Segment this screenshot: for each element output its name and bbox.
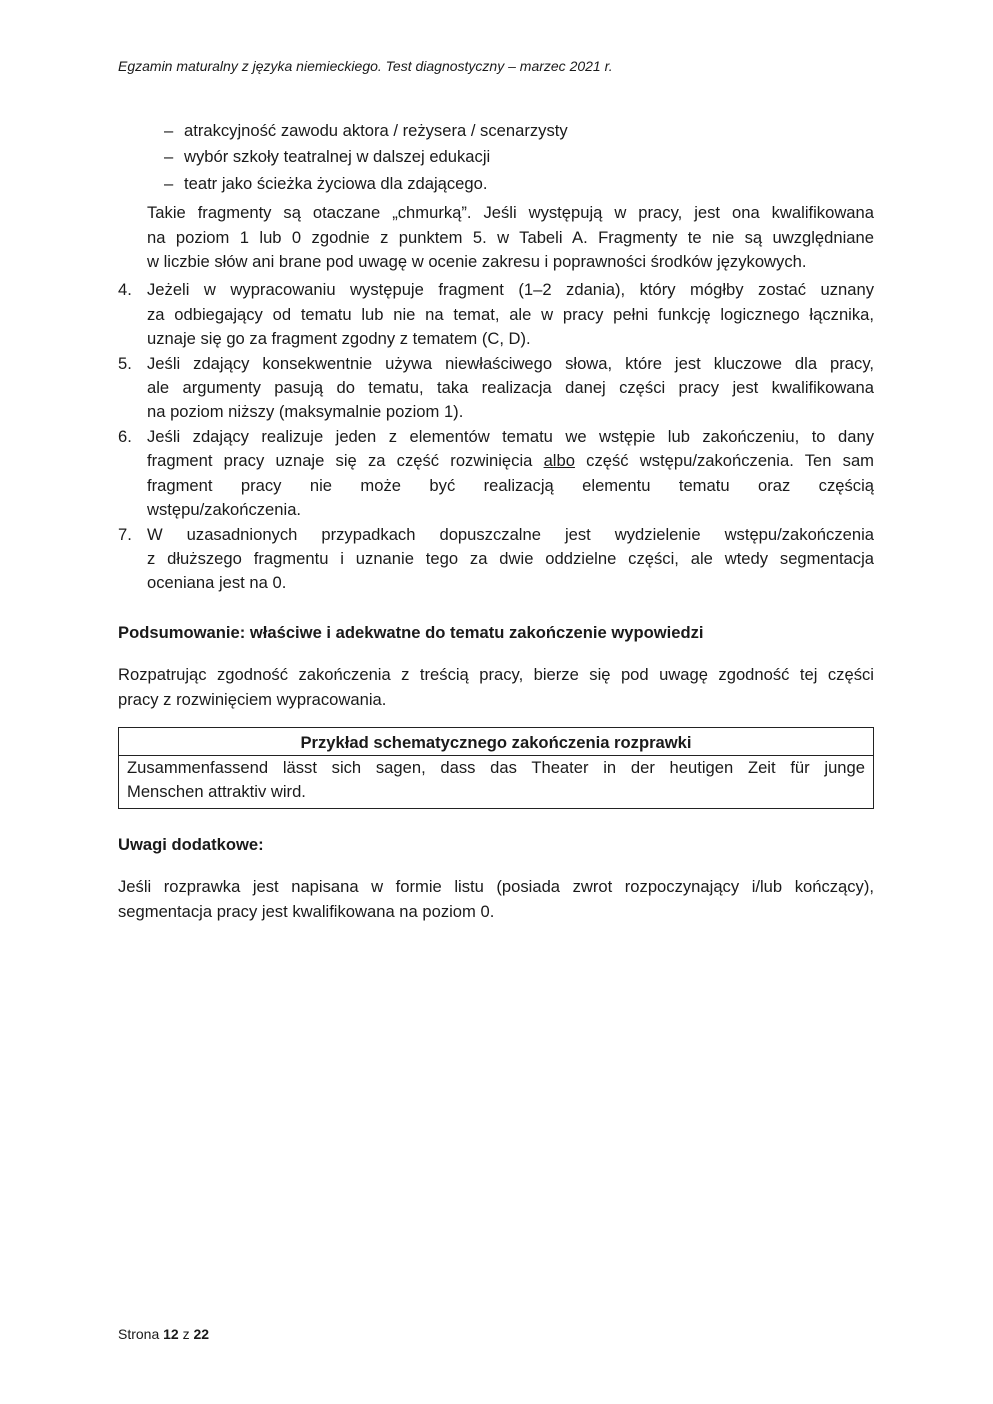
dash-bullet: – bbox=[164, 147, 174, 167]
example-box-title: Przykład schematycznego zakończenia rozprawki bbox=[119, 728, 873, 756]
dash-bullet: – bbox=[164, 173, 174, 193]
text-line: Jeśli zdający konsekwentnie używa niewłaściwego słowa, które jest kluczowe dla pracy, bbox=[147, 353, 874, 373]
numbered-item-4 bbox=[118, 278, 874, 351]
text-line: za odbiegający od tematu lub nie na temat, ale w pracy pełni funkcję logicznego łącznika, bbox=[147, 304, 874, 324]
item-number: 5. bbox=[118, 353, 132, 373]
text-line: Rozpatrując zgodność zakończenia z treścią pracy, bierze się pod uwagę zgodność tej części bbox=[118, 665, 874, 685]
numbered-item-5 bbox=[118, 352, 874, 425]
text-line: Menschen attraktiv wird. bbox=[127, 782, 306, 802]
footer-page-number: 12 bbox=[163, 1326, 179, 1342]
text-line bbox=[147, 449, 874, 473]
numbered-item-7 bbox=[118, 523, 874, 596]
footer-page-total: 22 bbox=[193, 1326, 210, 1342]
text-line: Jeżeli w wypracowaniu występuje fragment (1–2 zdania), który mógłby zostać uznany bbox=[147, 280, 874, 300]
text-line: uznaje się go za fragment zgodny z tematem (C, D). bbox=[147, 329, 531, 349]
text-line: Jeśli zdający realizuje jeden z elementów tematu we wstępie lub zakończeniu, to dany bbox=[147, 426, 874, 446]
page-footer bbox=[118, 1326, 209, 1342]
list-item-text: atrakcyjność zawodu aktora / reżysera / scenarzysty bbox=[184, 121, 568, 140]
summary-title: Podsumowanie: właściwe i adekwatne do tematu zakończenie wypowiedzi bbox=[118, 622, 704, 642]
text-line: W uzasadnionych przypadkach dopuszczalne jest wydzielenie wstępu/zakończenia bbox=[147, 524, 874, 544]
text-line: w liczbie słów ani brane pod uwagę w ocenie zakresu i poprawności środków językowych. bbox=[147, 252, 807, 272]
remarks-paragraph bbox=[118, 875, 874, 924]
text-line: Takie fragmenty są otaczane „chmurką”. Jeśli występują w pracy, jest ona kwalifikowana bbox=[147, 203, 874, 223]
footer-separator: z bbox=[182, 1326, 190, 1342]
list-item-text: wybór szkoły teatralnej w dalszej edukacji bbox=[184, 147, 491, 167]
text-segment: fragment pracy uznaje się za część rozwinięcia bbox=[147, 451, 544, 471]
list-item bbox=[118, 172, 874, 196]
note-paragraph bbox=[118, 201, 874, 274]
list-item bbox=[118, 145, 874, 169]
dash-bullet: – bbox=[164, 121, 174, 140]
text-line: z dłuższego fragmentu i uznanie tego za dwie oddzielne części, ale wtedy segmentacja bbox=[147, 548, 874, 568]
text-segment: część wstępu/zakończenia. Ten sam bbox=[574, 451, 875, 471]
remarks-title: Uwagi dodatkowe: bbox=[118, 834, 264, 854]
list-item bbox=[118, 119, 874, 143]
text-line: oceniana jest na 0. bbox=[147, 573, 287, 593]
item-number: 6. bbox=[118, 426, 132, 446]
text-line: ale argumenty pasują do tematu, taka realizacja danej części pracy jest kwalifikowana bbox=[147, 378, 874, 398]
page-header: Egzamin maturalny z języka niemieckiego. Test diagnostyczny – marzec 2021 r. bbox=[118, 58, 613, 74]
example-box bbox=[118, 727, 874, 809]
text-line: segmentacja pracy jest kwalifikowana na poziom 0. bbox=[118, 901, 495, 921]
item-number: 4. bbox=[118, 280, 132, 300]
summary-paragraph bbox=[118, 663, 874, 712]
underlined-word: albo bbox=[543, 451, 575, 471]
text-line: na poziom niższy (maksymalnie poziom 1). bbox=[147, 402, 464, 422]
text-line: wstępu/zakończenia. bbox=[147, 500, 302, 520]
text-line: Jeśli rozprawka jest napisana w formie listu (posiada zwrot rozpoczynający i/lub kończący), bbox=[118, 877, 874, 897]
text-line: pracy z rozwinięciem wypracowania. bbox=[118, 689, 387, 709]
item-number: 7. bbox=[118, 524, 132, 544]
list-item-text: teatr jako ścieżka życiowa dla zdającego. bbox=[184, 173, 488, 193]
text-line: na poziom 1 lub 0 zgodnie z punktem 5. w Tabeli A. Fragmenty te nie są uwzględniane bbox=[147, 227, 874, 247]
numbered-item-6 bbox=[118, 425, 874, 523]
footer-label: Strona bbox=[118, 1326, 160, 1342]
text-line: Zusammenfassend lässt sich sagen, dass das Theater in der heutigen Zeit für junge bbox=[127, 757, 865, 777]
page-content bbox=[118, 119, 874, 924]
example-box-body bbox=[119, 756, 873, 808]
text-line: fragment pracy nie może być realizacją elementu tematu oraz częścią bbox=[147, 475, 874, 495]
